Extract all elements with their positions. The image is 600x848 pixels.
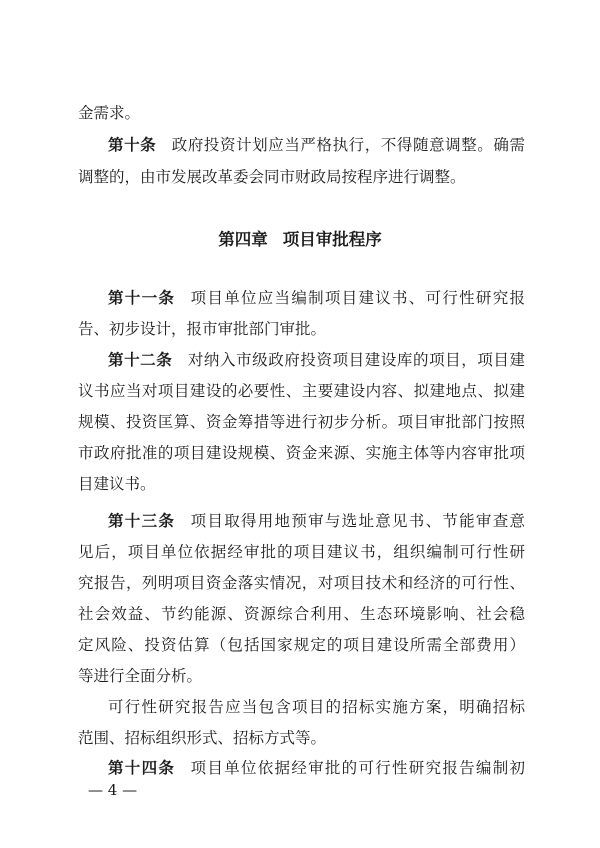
article-10-line: 调整的，由市发展改革委会同市财政局按程序进行调整。 — [78, 168, 466, 186]
feasibility-paragraph-line: 范围、招标组织形式、招标方式等。 — [78, 729, 327, 747]
article-10-label: 第十条 — [108, 135, 157, 154]
article-13-line: 等进行全面分析。 — [78, 667, 203, 685]
paragraph-line: 金需求。 — [78, 104, 141, 122]
article-12-line: 目建议书。 — [78, 475, 156, 493]
article-11-label: 第十一条 — [108, 288, 176, 307]
article-12-line: 市政府批准的项目建设规模、资金来源、实施主体等内容审批项 — [78, 444, 525, 462]
article-12-label: 第十二条 — [108, 350, 173, 369]
article-12-line: 规模、投资匡算、资金筹措等进行初步分析。项目审批部门按照 — [78, 413, 525, 431]
article-13-text: 项目取得用地预审与选址意见书、节能审查意 — [190, 512, 525, 530]
article-14-label: 第十四条 — [108, 758, 176, 777]
article-13-line: 究报告，列明项目资金落实情况，对项目技术和经济的可行性、 — [78, 574, 525, 592]
article-11-line: 告、初步设计，报市审批部门审批。 — [78, 320, 327, 338]
article-12-text: 对纳入市级政府投资项目建设库的项目，项目建 — [187, 351, 525, 369]
article-14-line — [108, 758, 525, 778]
article-12-line: 议书应当对项目建设的必要性、主要建设内容、拟建地点、拟建 — [78, 382, 525, 400]
article-11-text: 项目单位应当编制项目建议书、可行性研究报 — [190, 289, 525, 307]
article-13-line: 社会效益、节约能源、资源综合利用、生态环境影响、社会稳 — [78, 605, 525, 623]
article-13-label: 第十三条 — [108, 511, 176, 530]
chapter-heading — [0, 230, 600, 250]
article-14-text: 项目单位依据经审批的可行性研究报告编制初 — [190, 759, 525, 777]
article-13-line — [108, 511, 525, 531]
article-10-line — [108, 135, 525, 155]
article-11-line — [108, 288, 525, 308]
page-number: — 4 — — [88, 781, 138, 799]
chapter-title: 项目审批程序 — [282, 230, 382, 249]
article-13-line: 见后，项目单位依据经审批的项目建议书，组织编制可行性研 — [78, 543, 525, 561]
article-10-text: 政府投资计划应当严格执行，不得随意调整。确需 — [171, 136, 525, 154]
article-12-line — [108, 350, 525, 370]
article-13-line: 定风险、投资估算（包括国家规定的项目建设所需全部费用） — [78, 636, 525, 654]
feasibility-paragraph-line: 可行性研究报告应当包含项目的招标实施方案，明确招标 — [108, 698, 525, 716]
chapter-number: 第四章 — [218, 230, 268, 249]
